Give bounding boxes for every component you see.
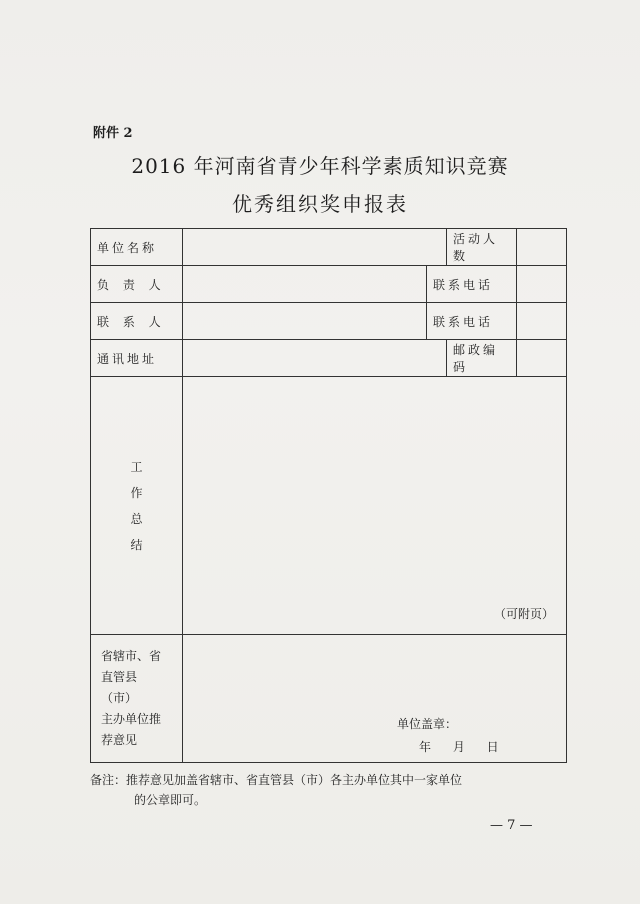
recommendation-label [91,635,183,763]
responsible-field[interactable] [183,266,427,303]
recommend-line: 省辖市、省 [101,649,162,663]
summary-char: 作 [130,485,143,500]
work-summary-label [91,377,183,635]
table-row [91,229,567,266]
unit-name-label: 单位名称 [91,229,183,266]
summary-char: 结 [130,537,143,552]
activity-count-field[interactable] [517,229,567,266]
title-line-2: 优秀组织奖申报表 [232,192,408,216]
summary-char: 总 [130,511,143,526]
address-label: 通讯地址 [91,340,183,377]
contact-phone-label: 联系电话 [427,266,517,303]
recommend-line: 主办单位推 [101,712,162,726]
contact-phone-2-field[interactable] [517,303,567,340]
attachment-label: 附件 2 [93,126,133,141]
table-row [91,377,567,635]
remark-line-2: 的公章即可。 [134,793,207,807]
postal-code-field[interactable] [517,340,567,377]
work-summary-field[interactable] [183,377,567,635]
table-row [91,340,567,377]
recommend-line: 直管县（市） [101,670,138,705]
date-label: 年 月 日 [419,740,499,754]
postal-code-label: 邮政编码 [447,340,517,377]
contact-phone-2-label: 联系电话 [427,303,517,340]
page-number: — 7 — [490,818,533,833]
recommendation-field[interactable] [183,635,567,763]
table-row [91,635,567,763]
contact-person-label: 联 系 人 [91,303,183,340]
table-row [91,266,567,303]
contact-phone-field[interactable] [517,266,567,303]
address-field[interactable] [183,340,447,377]
summary-char: 工 [130,459,143,474]
remark-note [90,770,570,810]
unit-name-field[interactable] [183,229,447,266]
remark-line-1: 备注：推荐意见加盖省辖市、省直管县（市）各主办单位其中一家单位 [90,773,463,787]
attach-note: （可附页） [494,607,555,621]
table-row [91,303,567,340]
seal-label: 单位盖章： [397,717,458,731]
responsible-label: 负 责 人 [91,266,183,303]
title-line-1: 2016 年河南省青少年科学素质知识竞赛 [131,154,509,178]
activity-count-label: 活动人数 [447,229,517,266]
contact-person-field[interactable] [183,303,427,340]
application-form-table [90,228,567,763]
recommend-line: 荐意见 [101,733,138,747]
